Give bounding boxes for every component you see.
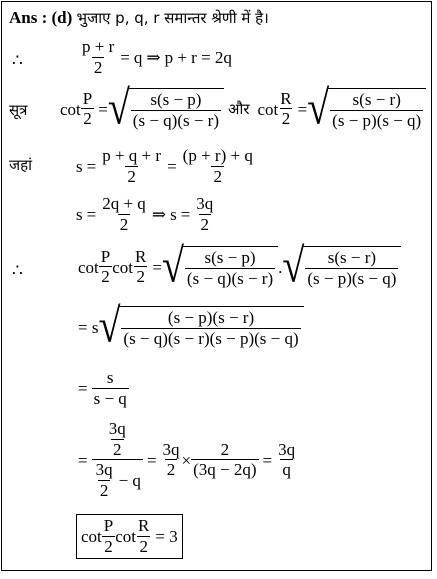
term: q bbox=[133, 48, 143, 68]
numerator: P bbox=[103, 516, 114, 535]
numerator: P bbox=[82, 88, 93, 108]
fraction bbox=[100, 195, 148, 234]
fraction bbox=[161, 441, 182, 480]
denominator: q bbox=[282, 460, 291, 480]
sutra-label: सूत्र bbox=[9, 101, 28, 119]
fraction bbox=[136, 517, 151, 556]
equals: = bbox=[167, 157, 177, 177]
s-value bbox=[76, 195, 215, 234]
cot: cot bbox=[112, 257, 134, 277]
numerator: R bbox=[138, 516, 150, 535]
numerator: (s − p)(s − r) bbox=[167, 308, 255, 327]
denominator: 2 bbox=[139, 536, 148, 556]
s-definition bbox=[76, 147, 255, 186]
numerator: p + q + r bbox=[102, 146, 162, 165]
numerator: R bbox=[280, 88, 292, 108]
numerator: 2 bbox=[220, 439, 230, 459]
fraction bbox=[80, 38, 116, 77]
term: = s bbox=[78, 317, 99, 337]
equals: = bbox=[86, 157, 97, 177]
denominator: (s − q)(s − r) bbox=[186, 268, 274, 288]
cot: cot bbox=[81, 527, 102, 547]
equals: = bbox=[120, 48, 130, 68]
equals: = bbox=[86, 205, 97, 225]
cot: cot bbox=[78, 257, 99, 277]
times: × bbox=[181, 450, 192, 470]
denominator: 2 bbox=[83, 109, 92, 129]
implies: ⇒ bbox=[146, 48, 161, 68]
equation-1 bbox=[80, 38, 232, 77]
numerator: (p + r) + q bbox=[182, 146, 253, 165]
substitution bbox=[78, 420, 297, 501]
numerator: 3q bbox=[278, 439, 296, 459]
numerator: 2q + q bbox=[102, 194, 146, 213]
fraction bbox=[181, 147, 255, 186]
term: s bbox=[170, 205, 177, 225]
dot: . bbox=[278, 257, 283, 277]
equals: = bbox=[98, 99, 108, 119]
numerator: 3q bbox=[108, 419, 126, 438]
denominator: 2 bbox=[213, 166, 222, 186]
fraction bbox=[92, 369, 129, 408]
equals: = bbox=[78, 450, 88, 470]
ans-statement: भुजाए p, q, r समान्तर श्रेणी में है। bbox=[76, 9, 269, 27]
denominator: (s − q)(s − r)(s − p)(s − q) bbox=[123, 328, 299, 348]
denominator: (s − p)(s − q) bbox=[332, 110, 422, 130]
numerator: R bbox=[135, 246, 147, 266]
fraction bbox=[191, 441, 258, 480]
denominator: 2 bbox=[99, 481, 109, 501]
term: s bbox=[76, 157, 83, 177]
fraction bbox=[276, 441, 297, 480]
numerator: s(s − r) bbox=[352, 90, 401, 109]
equals: = bbox=[262, 450, 273, 470]
numerator: s bbox=[106, 368, 114, 387]
denominator: 2 bbox=[136, 267, 145, 287]
implies: ⇒ bbox=[151, 205, 167, 225]
fraction bbox=[133, 248, 148, 287]
simplified bbox=[78, 369, 129, 408]
denominator: 2 bbox=[93, 57, 103, 77]
answer-box bbox=[76, 514, 183, 559]
sqrt: √ $\frac{s(s - r)}{(s - p)(s - q)}$ bbox=[307, 88, 426, 130]
denominator: (s − p)(s − q) bbox=[307, 268, 397, 288]
fraction bbox=[278, 90, 293, 129]
denominator: 2 bbox=[127, 166, 136, 186]
denominator: (s − q)(s − r) bbox=[132, 110, 220, 130]
denominator: 2 bbox=[200, 214, 210, 234]
therefore-symbol-2: ∴ bbox=[12, 261, 23, 280]
compound-fraction bbox=[92, 420, 143, 501]
denominator: s − q bbox=[93, 388, 127, 408]
numerator: 3q bbox=[95, 460, 113, 480]
numerator: s(s − p) bbox=[204, 248, 256, 267]
denominator: 2 bbox=[104, 536, 113, 556]
denominator: 2 bbox=[166, 460, 176, 480]
term: s bbox=[76, 205, 83, 225]
equals: = bbox=[152, 257, 162, 277]
cot: cot bbox=[60, 99, 81, 119]
final-answer bbox=[76, 514, 183, 559]
fraction bbox=[81, 90, 94, 129]
formula-line bbox=[60, 80, 426, 135]
sqrt: √ $\frac{s(s - r)}{(s - p)(s - q)}$ bbox=[282, 246, 401, 288]
numerator: s(s − r) bbox=[327, 248, 377, 267]
denominator: 2 bbox=[281, 109, 291, 129]
fraction bbox=[99, 248, 112, 287]
equals: = bbox=[180, 205, 191, 225]
ans-label: Ans : bbox=[9, 8, 48, 27]
denominator: (3q − 2q) bbox=[193, 460, 257, 480]
equals: = bbox=[146, 450, 157, 470]
aur-label: और bbox=[228, 99, 250, 118]
answer-header bbox=[9, 9, 269, 26]
sqrt: √ $\frac{s(s - p)}{(s - q)(s - r)}$ bbox=[162, 246, 278, 288]
therefore-symbol-1: ∴ bbox=[12, 51, 23, 70]
term: p + r = 2q bbox=[164, 48, 232, 68]
cot: cot bbox=[115, 527, 137, 547]
term: = 3 bbox=[155, 527, 178, 547]
fraction bbox=[100, 147, 163, 186]
jahan-label: जहां bbox=[9, 156, 32, 174]
numerator: p + r bbox=[82, 37, 115, 56]
numerator: 3q bbox=[196, 194, 214, 213]
sqrt: √ $\frac{(s - p)(s - r)}{(s - q)(s - r)(s - p)(s - q)}$ bbox=[98, 306, 303, 348]
denominator: 2 bbox=[119, 214, 129, 234]
numerator: 3q bbox=[162, 439, 180, 459]
ans-option: (d) bbox=[51, 8, 73, 27]
sqrt: √ $\frac{s(s - p)}{(s - q)(s - r)}$ bbox=[108, 88, 224, 130]
equals: = bbox=[297, 99, 308, 119]
numerator: s(s − p) bbox=[150, 90, 202, 109]
numerator: P bbox=[100, 246, 111, 266]
fraction bbox=[194, 195, 215, 234]
term: − q bbox=[118, 470, 141, 490]
product-line bbox=[78, 238, 401, 293]
combined-sqrt bbox=[78, 298, 304, 353]
fraction bbox=[102, 517, 115, 556]
denominator: 2 bbox=[113, 439, 122, 459]
cot: cot bbox=[257, 99, 279, 119]
equals: = bbox=[78, 379, 88, 399]
denominator: 2 bbox=[101, 267, 110, 287]
